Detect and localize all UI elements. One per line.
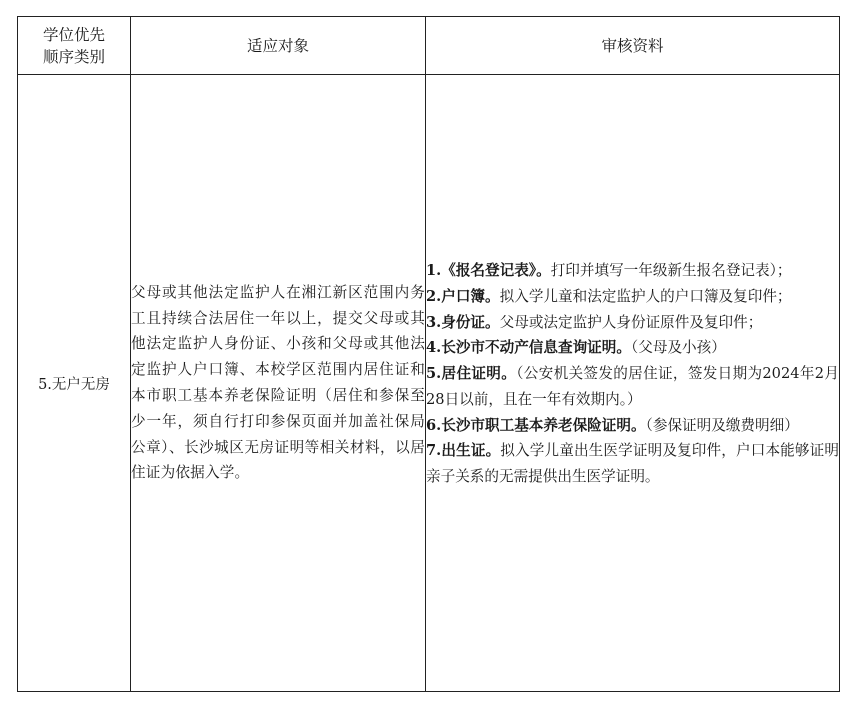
material-item (426, 335, 839, 361)
materials-cell (426, 75, 840, 692)
header-row (18, 17, 840, 75)
header-target: 适应对象 (131, 17, 426, 75)
material-text: （参保证明及缴费明细） (645, 416, 799, 434)
material-text: 拟入学儿童和法定监护人的户口簿及复印件； (499, 287, 792, 305)
material-text: 父母或法定监护人身份证原件及复印件； (499, 313, 763, 331)
material-title: 7.出生证。 (426, 442, 501, 460)
target-cell: 父母或其他法定监护人在湘江新区范围内务工且持续合法居住一年以上，提交父母或其他法定监护人身份证、小孩和父母或其他法定监护人户口簿、本校学区范围内居住证和本市职工基本养老保险证明（居住和参保至少一年，须自行打印参保页面并加盖社保局公章）、长沙城区无房证明等相关材料，以居住证为依据入学。 (131, 75, 426, 692)
material-item (426, 310, 839, 336)
header-category-line2: 顺序类别 (42, 47, 105, 66)
material-item (426, 258, 839, 284)
header-category-line1: 学位优先 (42, 25, 105, 44)
header-materials: 审核资料 (426, 17, 840, 75)
material-item (426, 413, 839, 439)
header-category (18, 17, 131, 75)
category-cell: 5.无户无房 (18, 75, 131, 692)
material-title: 3.身份证。 (426, 313, 500, 331)
material-text: 拟入学儿童出生医学证明及复印件，户口本能够证明亲子关系的无需提供出生医学证明。 (426, 442, 839, 486)
table-row (18, 75, 840, 692)
material-title: 6.长沙市职工基本养老保险证明。 (426, 416, 646, 434)
material-title: 1.《报名登记表》。 (426, 261, 551, 279)
material-title: 5.居住证明。 (426, 365, 517, 383)
material-title: 4.长沙市不动产信息查询证明。 (426, 339, 631, 357)
material-title: 2.户口簿。 (426, 287, 500, 305)
material-item (426, 438, 839, 490)
material-text: （父母及小孩） (630, 339, 726, 357)
material-item (426, 361, 839, 413)
policy-table (17, 16, 840, 692)
material-text: 打印并填写一年级新生报名登记表）； (550, 261, 792, 279)
material-text: （公安机关签发的居住证，签发日期为2024年2月28日以前，且在一年有效期内。） (426, 365, 839, 408)
material-item (426, 284, 839, 310)
